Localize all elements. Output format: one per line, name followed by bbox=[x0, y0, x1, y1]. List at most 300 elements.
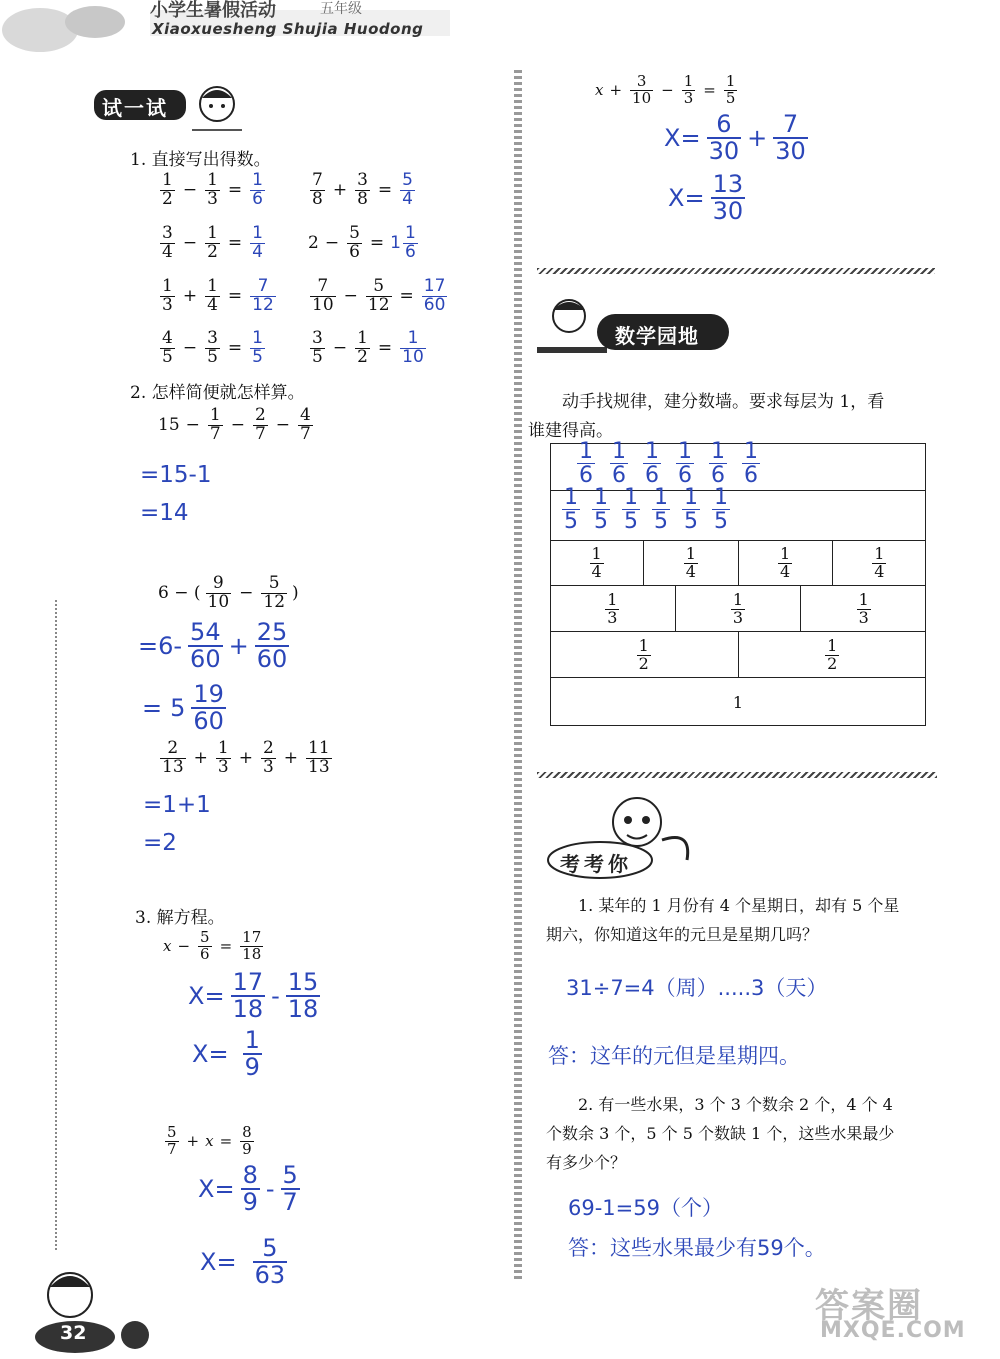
q2-e2-lead: 6 − ( bbox=[158, 583, 201, 604]
frac-den: 10 bbox=[632, 88, 652, 107]
frac-num: 1 bbox=[678, 439, 692, 464]
hw-wall-fraction bbox=[577, 440, 595, 487]
frac-den: 7 bbox=[254, 423, 266, 444]
frac-den: 4 bbox=[591, 562, 602, 581]
garden-text-line1: 动手找规律，建分数墙。要求每层为 1，看 bbox=[562, 392, 885, 412]
frac-den: 18 bbox=[242, 944, 262, 963]
frac-den: 3 bbox=[683, 88, 694, 107]
hw-frac-den: 30 bbox=[775, 137, 806, 166]
hw-frac-num: 5 bbox=[282, 1161, 298, 1189]
q3-equation-1: x − $\frac{5}{6}$ = $\frac{17}{18}$ bbox=[163, 928, 262, 963]
frac-num: 1 bbox=[714, 485, 728, 510]
handwritten-answer bbox=[248, 225, 267, 262]
fraction bbox=[160, 330, 175, 367]
frac-num: 1 bbox=[638, 635, 649, 655]
frac-den: 7 bbox=[167, 1139, 177, 1158]
watermark-logo: 答案圈 bbox=[815, 1286, 923, 1326]
hw-prefix: X= bbox=[188, 982, 225, 1011]
quiz-q2-line1: 2. 有一些水果，3 个 3 个数余 2 个，4 个 4 bbox=[578, 1095, 893, 1114]
wall-row-halves bbox=[550, 631, 926, 678]
q3-eq1-answer-step1 bbox=[188, 970, 322, 1022]
frac-den: 5 bbox=[725, 88, 736, 107]
frac-num: 11 bbox=[308, 738, 330, 758]
frac-den: 5 bbox=[684, 509, 698, 535]
garden-title: 数学园地 bbox=[615, 324, 699, 348]
handwritten-answer bbox=[248, 172, 267, 209]
frac-den: 5 bbox=[207, 346, 218, 367]
frac-num: 1 bbox=[591, 544, 602, 564]
hw-wall-fraction bbox=[643, 440, 661, 487]
frac-num: 1 bbox=[744, 439, 758, 464]
fraction bbox=[778, 546, 792, 581]
hw-frac-num: 17 bbox=[232, 968, 264, 996]
hw-fifths-row bbox=[560, 486, 732, 533]
frac-num: 7 bbox=[317, 276, 329, 296]
operator: − bbox=[332, 338, 348, 359]
frac-num: 1 bbox=[827, 635, 838, 655]
section-divider-1 bbox=[537, 268, 935, 274]
frac-den: 5 bbox=[162, 346, 173, 367]
frac-num: 7 bbox=[257, 276, 269, 296]
hw-wall-fraction bbox=[622, 486, 640, 533]
frac-num: 2 bbox=[254, 405, 266, 425]
frac-num: 1 bbox=[252, 223, 263, 243]
page-number-badge bbox=[30, 1255, 150, 1355]
fraction bbox=[605, 589, 619, 627]
hw-prefix: X= bbox=[664, 124, 701, 153]
fraction bbox=[590, 546, 604, 581]
left-margin-dots bbox=[55, 600, 57, 1250]
section-divider-2 bbox=[537, 772, 937, 778]
fraction bbox=[205, 172, 220, 209]
frac-den: 2 bbox=[357, 346, 368, 367]
fraction bbox=[205, 330, 220, 367]
wall-row-quarters bbox=[550, 540, 926, 586]
operator: − bbox=[182, 180, 198, 201]
frac-num: 3 bbox=[312, 328, 323, 348]
wall-whole-label: 1 bbox=[732, 692, 744, 712]
quiz-q1-line2: 期六，你知道这年的元旦是星期几吗？ bbox=[546, 925, 819, 944]
hw-wall-fraction bbox=[562, 486, 580, 533]
hw-frac-num: 19 bbox=[193, 680, 224, 708]
hw-prefix: =6- bbox=[138, 632, 183, 661]
q3-eq2-answer-step1 bbox=[198, 1163, 302, 1215]
frac-den: 6 bbox=[252, 188, 263, 209]
frac-num: 9 bbox=[212, 573, 224, 593]
hw-prefix: X= bbox=[198, 1175, 235, 1204]
frac-den: 9 bbox=[242, 1139, 252, 1158]
frac-den: 4 bbox=[252, 241, 263, 262]
fraction bbox=[422, 278, 448, 315]
eq3-answer-step2 bbox=[668, 172, 747, 224]
frac-num: 1 bbox=[607, 589, 618, 609]
frac-den: 60 bbox=[423, 294, 446, 315]
watermark-url: MXQE.COM bbox=[820, 1318, 966, 1343]
hw-prefix: X= bbox=[200, 1248, 237, 1277]
variable-x: x bbox=[205, 1132, 214, 1151]
frac-num: 1 bbox=[207, 170, 218, 190]
fraction bbox=[160, 278, 175, 315]
equation-3: x + $\frac{3}{10}$ − $\frac{1}{3}$ = $\frac{1}{5}$ bbox=[595, 72, 736, 107]
frac-den: 5 bbox=[564, 509, 578, 535]
frac-den: 7 bbox=[209, 423, 221, 444]
frac-den: 5 bbox=[252, 346, 263, 367]
frac-den: 12 bbox=[252, 294, 274, 315]
quiz-q2-line2: 个数余 3 个，5 个 5 个数缺 1 个，这些水果最少 bbox=[546, 1124, 895, 1143]
frac-num: 5 bbox=[373, 276, 385, 296]
frac-num: 1 bbox=[732, 589, 744, 609]
q1-exercise bbox=[308, 330, 428, 367]
frac-den: 5 bbox=[312, 346, 323, 367]
frac-den: 3 bbox=[162, 294, 173, 315]
quiz-badge bbox=[542, 790, 702, 885]
frac-num: 2 bbox=[262, 738, 274, 758]
frac-num: 1 bbox=[252, 170, 263, 190]
frac-den: 4 bbox=[685, 562, 696, 581]
frac-num: 5 bbox=[268, 573, 280, 593]
frac-num: 2 bbox=[167, 738, 179, 758]
frac-den: 3 bbox=[732, 607, 744, 627]
q1-exercise bbox=[158, 172, 267, 209]
frac-den: 4 bbox=[402, 188, 413, 209]
fraction bbox=[160, 172, 175, 209]
frac-num: 5 bbox=[349, 223, 360, 243]
frac-den: 12 bbox=[263, 591, 286, 612]
fraction bbox=[403, 225, 418, 262]
frac-num: 1 bbox=[404, 223, 416, 243]
variable-x: x bbox=[163, 937, 172, 956]
hw-frac-num: 13 bbox=[712, 170, 744, 198]
try-section-badge bbox=[92, 82, 247, 134]
fraction bbox=[347, 225, 362, 262]
frac-den: 13 bbox=[162, 756, 184, 777]
frac-den: 6 bbox=[678, 463, 692, 489]
frac-den: 12 bbox=[367, 294, 390, 315]
hw-wall-fraction bbox=[592, 486, 610, 533]
frac-num: 1 bbox=[252, 328, 263, 348]
hw-frac-den: 63 bbox=[254, 1261, 286, 1290]
frac-den: 5 bbox=[594, 509, 608, 535]
frac-den: 5 bbox=[624, 509, 638, 535]
q2-e1-lead: 15 bbox=[158, 415, 180, 436]
q2-e2-answer-step1 bbox=[138, 620, 291, 672]
hw-frac-num: 1 bbox=[244, 1026, 260, 1054]
frac-num: 3 bbox=[357, 170, 368, 190]
frac-den: 4 bbox=[874, 562, 885, 581]
hw-wall-fraction bbox=[652, 486, 670, 533]
frac-num: 3 bbox=[636, 72, 647, 90]
frac-den: 6 bbox=[711, 463, 725, 489]
frac-num: 4 bbox=[162, 328, 173, 348]
q2-e2-answer-step2 bbox=[142, 682, 228, 734]
frac-num: 1 bbox=[217, 738, 229, 758]
q2-e3-answer-step1: =1+1 bbox=[143, 792, 211, 818]
q2-label: 2. 怎样简便就怎样算。 bbox=[130, 383, 305, 403]
quiz-title: 考考你 bbox=[560, 852, 632, 876]
q1-exercise bbox=[308, 278, 449, 315]
equals-sign: = bbox=[377, 338, 393, 359]
frac-num: 5 bbox=[200, 928, 210, 946]
wall-cell bbox=[550, 678, 926, 726]
frac-num: 3 bbox=[162, 223, 173, 243]
hw-frac-num: 25 bbox=[256, 618, 288, 646]
fraction bbox=[310, 278, 336, 315]
frac-den: 5 bbox=[714, 509, 728, 535]
q1-exercise bbox=[158, 330, 267, 367]
frac-den: 10 bbox=[207, 591, 230, 612]
equals-sign: = bbox=[227, 233, 243, 254]
frac-num: 1 bbox=[685, 544, 696, 564]
hw-frac-num: 54 bbox=[190, 618, 221, 646]
frac-num: 1 bbox=[207, 276, 218, 296]
frac-den: 2 bbox=[827, 653, 838, 673]
garden-text-line2: 谁建得高。 bbox=[528, 421, 613, 441]
frac-den: 10 bbox=[402, 346, 424, 367]
q3-equation-2: $\frac{5}{7}$ + x = $\frac{8}{9}$ bbox=[167, 1123, 252, 1158]
frac-num: 5 bbox=[167, 1123, 177, 1141]
wall-cell bbox=[550, 632, 738, 678]
handwritten-answer bbox=[420, 278, 450, 315]
fraction bbox=[250, 330, 265, 367]
quiz-q1-answer: 答：这年的元但是星期四。 bbox=[548, 1044, 800, 1068]
hw-whole: 1 bbox=[390, 233, 401, 254]
frac-num: 1 bbox=[654, 485, 668, 510]
hw-frac-den: 9 bbox=[242, 1188, 258, 1217]
frac-num: 8 bbox=[242, 1123, 252, 1141]
q2-expression-2: 6 − ( $\frac{9}{10}$ − $\frac{5}{12}$ ) bbox=[158, 573, 299, 612]
operator: + bbox=[182, 286, 198, 307]
hw-frac-num: 6 bbox=[716, 110, 732, 138]
handwritten-answer bbox=[398, 330, 428, 367]
frac-den: 3 bbox=[858, 607, 869, 627]
handwritten-answer bbox=[248, 278, 278, 315]
hw-frac-num: 15 bbox=[287, 968, 319, 996]
hw-wall-fraction bbox=[712, 486, 730, 533]
frac-num: 1 bbox=[357, 328, 368, 348]
frac-num: 5 bbox=[402, 170, 413, 190]
hw-frac-num: 7 bbox=[782, 110, 799, 138]
hw-op: + bbox=[747, 124, 768, 153]
operator: + bbox=[332, 180, 348, 201]
fraction bbox=[731, 589, 745, 627]
fraction bbox=[250, 172, 265, 209]
frac-den: 7 bbox=[300, 423, 311, 444]
frac-den: 10 bbox=[312, 294, 334, 315]
frac-num: 1 bbox=[684, 485, 698, 510]
eq-op: + bbox=[186, 1132, 200, 1151]
frac-num: 1 bbox=[209, 405, 221, 425]
equals-sign: = bbox=[369, 233, 385, 254]
header-tag: 五年级 bbox=[320, 1, 362, 17]
fraction bbox=[310, 172, 325, 209]
frac-den: 6 bbox=[612, 463, 626, 489]
hw-prefix: = bbox=[142, 694, 163, 723]
hw-op: + bbox=[228, 632, 249, 661]
header-brand: 小学生暑假活动 bbox=[150, 0, 276, 21]
frac-num: 1 bbox=[874, 544, 885, 564]
handwritten-answer bbox=[390, 225, 420, 262]
frac-den: 4 bbox=[780, 562, 791, 581]
wall-cell bbox=[643, 541, 737, 586]
frac-num: 1 bbox=[645, 439, 659, 464]
hw-frac-den: 60 bbox=[256, 645, 288, 674]
fraction bbox=[400, 330, 426, 367]
frac-num: 1 bbox=[594, 485, 608, 510]
hw-frac-num: 8 bbox=[242, 1161, 258, 1189]
hw-wall-fraction bbox=[682, 486, 700, 533]
hw-op: - bbox=[271, 982, 280, 1011]
frac-den: 6 bbox=[744, 463, 758, 489]
q2-expression-1: 15 − $\frac{1}{7}$ − $\frac{2}{7}$ − $\frac{4}{7}$ bbox=[158, 405, 311, 444]
q3-eq1-answer-step2 bbox=[192, 1028, 264, 1080]
variable-x: x bbox=[595, 81, 604, 100]
fraction bbox=[355, 330, 370, 367]
page-number: 32 bbox=[60, 1322, 87, 1344]
frac-den: 4 bbox=[162, 241, 173, 262]
hw-wall-fraction bbox=[676, 440, 694, 487]
eq3-answer-step1 bbox=[664, 112, 810, 164]
frac-num: 1 bbox=[162, 276, 173, 296]
header-pinyin: Xiaoxuesheng Shujia Huodong bbox=[152, 20, 424, 38]
hw-frac-den: 30 bbox=[712, 197, 744, 226]
q2-expression-3: $\frac{2}{13}$ + $\frac{1}{3}$ + $\frac{2}{3}$ + $\frac{11}{13}$ bbox=[162, 738, 330, 777]
fraction bbox=[250, 225, 265, 262]
quiz-q2-answer-calc: 69-1=59（个） bbox=[568, 1196, 723, 1220]
frac-num: 1 bbox=[407, 328, 419, 348]
q3-label: 3. 解方程。 bbox=[135, 908, 225, 928]
q1-exercises bbox=[158, 172, 458, 372]
fraction bbox=[825, 635, 839, 673]
frac-den: 3 bbox=[217, 756, 229, 777]
frac-den: 5 bbox=[654, 509, 668, 535]
frac-den: 2 bbox=[638, 653, 649, 673]
hw-prefix: X= bbox=[192, 1040, 229, 1069]
frac-den: 3 bbox=[262, 756, 274, 777]
frac-num: 4 bbox=[300, 405, 311, 425]
fraction bbox=[400, 172, 415, 209]
fraction bbox=[366, 278, 392, 315]
frac-den: 6 bbox=[404, 241, 416, 262]
handwritten-answer bbox=[248, 330, 267, 367]
q2-e1-answer-step1: =15-1 bbox=[140, 462, 212, 488]
wall-cell bbox=[832, 541, 926, 586]
hw-frac-den: 18 bbox=[287, 995, 319, 1024]
wall-row-thirds bbox=[550, 585, 926, 632]
fraction bbox=[857, 589, 871, 627]
quiz-q2-answer: 答：这些水果最少有59个。 bbox=[568, 1236, 826, 1260]
fraction bbox=[684, 546, 698, 581]
frac-num: 1 bbox=[162, 170, 173, 190]
hw-frac-den: 30 bbox=[708, 137, 740, 166]
frac-den: 6 bbox=[200, 944, 210, 963]
hw-sixths-row bbox=[575, 440, 762, 487]
frac-den: 8 bbox=[312, 188, 323, 209]
frac-num: 1 bbox=[564, 485, 578, 510]
frac-num: 1 bbox=[683, 72, 694, 90]
equals-sign: = bbox=[227, 180, 243, 201]
handwritten-answer bbox=[398, 172, 417, 209]
operator: − bbox=[182, 338, 198, 359]
wall-cell bbox=[800, 586, 926, 632]
operator: − bbox=[343, 286, 358, 307]
hw-wall-fraction bbox=[709, 440, 727, 487]
frac-num: 3 bbox=[207, 328, 218, 348]
fraction bbox=[637, 635, 651, 673]
try-section-title: 试一试 bbox=[102, 96, 168, 120]
equals-sign: = bbox=[227, 286, 243, 307]
frac-den: 4 bbox=[207, 294, 218, 315]
frac-den: 2 bbox=[162, 188, 173, 209]
q1-exercise bbox=[158, 278, 278, 315]
q2-e3-answer-step2: =2 bbox=[143, 830, 177, 856]
fraction bbox=[872, 546, 886, 581]
wall-cell bbox=[675, 586, 801, 632]
column-divider bbox=[514, 70, 522, 1280]
quiz-q1-line1: 1. 某年的 1 月份有 4 个星期日，却有 5 个星 bbox=[578, 896, 900, 915]
equals-sign: = bbox=[377, 180, 393, 201]
fraction bbox=[205, 225, 220, 262]
equals-sign: = bbox=[399, 286, 414, 307]
hw-op: - bbox=[265, 1175, 275, 1204]
frac-num: 1 bbox=[579, 439, 593, 464]
q3-eq2-answer-step2 bbox=[200, 1236, 289, 1288]
q2-e1-answer-step2: =14 bbox=[140, 500, 189, 526]
hw-frac-den: 60 bbox=[193, 707, 224, 736]
q2-e2-tail: ) bbox=[292, 583, 299, 604]
frac-den: 13 bbox=[308, 756, 330, 777]
fraction bbox=[250, 278, 276, 315]
whole-number: 2 bbox=[308, 233, 319, 254]
frac-den: 6 bbox=[579, 463, 593, 489]
q1-exercise bbox=[308, 225, 420, 262]
garden-badge bbox=[537, 292, 737, 367]
eq-op: − bbox=[177, 937, 191, 956]
fraction bbox=[160, 225, 175, 262]
frac-den: 8 bbox=[357, 188, 368, 209]
wall-cell bbox=[738, 632, 927, 678]
fraction bbox=[205, 278, 220, 315]
frac-num: 17 bbox=[242, 928, 262, 946]
frac-num: 1 bbox=[624, 485, 638, 510]
frac-num: 1 bbox=[711, 439, 725, 464]
frac-num: 1 bbox=[725, 72, 736, 90]
frac-den: 3 bbox=[607, 607, 618, 627]
wall-cell bbox=[550, 586, 675, 632]
hw-wall-fraction bbox=[742, 440, 760, 487]
frac-num: 1 bbox=[858, 589, 869, 609]
hw-frac-den: 60 bbox=[190, 645, 221, 674]
fraction bbox=[310, 330, 325, 367]
quiz-q2-line3: 有多少个？ bbox=[546, 1153, 627, 1172]
frac-num: 1 bbox=[207, 223, 218, 243]
frac-den: 6 bbox=[349, 241, 360, 262]
frac-den: 3 bbox=[207, 188, 218, 209]
equals-sign: = bbox=[227, 338, 243, 359]
hw-frac-den: 7 bbox=[282, 1188, 298, 1217]
hw-wall-fraction bbox=[610, 440, 628, 487]
hw-frac-den: 9 bbox=[244, 1053, 260, 1082]
q1-label: 1. 直接写出得数。 bbox=[130, 150, 271, 170]
hw-frac-num: 5 bbox=[262, 1234, 278, 1262]
hw-prefix: X= bbox=[668, 184, 705, 213]
hw-frac-den: 18 bbox=[232, 995, 264, 1024]
frac-num: 17 bbox=[423, 276, 446, 296]
frac-num: 1 bbox=[780, 544, 791, 564]
wall-row-whole bbox=[550, 677, 926, 726]
frac-num: 1 bbox=[612, 439, 626, 464]
fraction bbox=[355, 172, 370, 209]
cartoon-kid-icon bbox=[30, 1255, 150, 1355]
